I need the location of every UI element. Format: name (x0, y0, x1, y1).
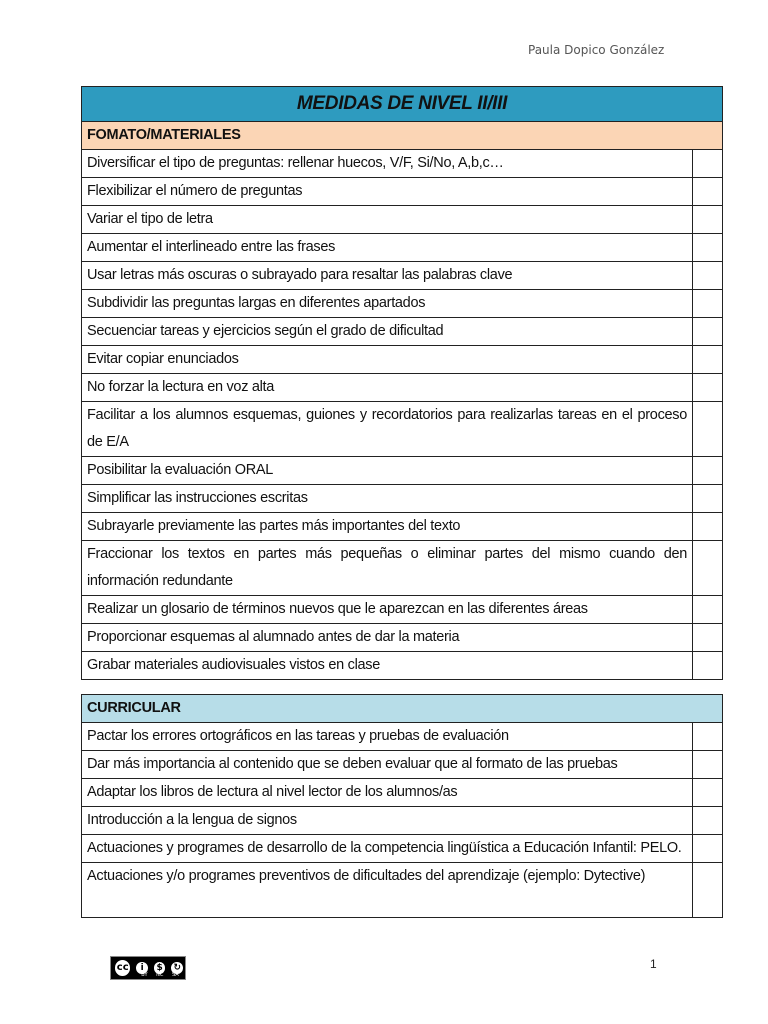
table-row (82, 318, 723, 346)
row-text: Secuenciar tareas y ejercicios según el grado de dificultad (82, 318, 693, 346)
table-row (82, 513, 723, 541)
row-text: Simplificar las instrucciones escritas (82, 485, 693, 513)
section-header-curricular: CURRICULAR (82, 695, 723, 723)
row-text: Fraccionar los textos en partes más pequeñas o eliminar partes del mismo cuando den información redundante (82, 541, 693, 596)
license-label-nc: NC (156, 972, 164, 978)
license-labels (137, 972, 183, 978)
sharealike-icon: ↻ (169, 960, 185, 976)
row-text: Usar letras más oscuras o subrayado para resaltar las palabras clave (82, 262, 693, 290)
table-row (82, 234, 723, 262)
table-row (82, 402, 723, 457)
curricular-table (81, 694, 723, 918)
table-row (82, 751, 723, 779)
table-row (82, 206, 723, 234)
author-name: Paula Dopico González (528, 43, 665, 57)
row-text: Actuaciones y programes de desarrollo de la competencia lingüística a Educación Infantil: PELO. (82, 835, 693, 863)
table-row (82, 723, 723, 751)
checkbox-cell[interactable] (693, 234, 723, 262)
checkbox-cell[interactable] (693, 262, 723, 290)
checkbox-cell[interactable] (693, 318, 723, 346)
table-row (82, 807, 723, 835)
checkbox-cell[interactable] (693, 807, 723, 835)
measures-table (81, 86, 723, 680)
table-row (82, 596, 723, 624)
row-text: Evitar copiar enunciados (82, 346, 693, 374)
row-text: Subdividir las preguntas largas en diferentes apartados (82, 290, 693, 318)
checkbox-cell[interactable] (693, 652, 723, 680)
table-row (82, 374, 723, 402)
table-row (82, 863, 723, 918)
table-row (82, 346, 723, 374)
checkbox-cell[interactable] (693, 206, 723, 234)
row-text: Posibilitar la evaluación ORAL (82, 457, 693, 485)
row-text: Flexibilizar el número de preguntas (82, 178, 693, 206)
row-text: Actuaciones y/o programes preventivos de dificultades del aprendizaje (ejemplo: Dytective) (82, 863, 693, 918)
checkbox-cell[interactable] (693, 624, 723, 652)
checkbox-cell[interactable] (693, 863, 723, 918)
checkbox-cell[interactable] (693, 150, 723, 178)
row-text: Adaptar los libros de lectura al nivel lector de los alumnos/as (82, 779, 693, 807)
checkbox-cell[interactable] (693, 457, 723, 485)
row-text: Introducción a la lengua de signos (82, 807, 693, 835)
table-row (82, 178, 723, 206)
row-text: Variar el tipo de letra (82, 206, 693, 234)
license-label-sa: SA (171, 972, 179, 978)
table-row (82, 624, 723, 652)
table-row (82, 262, 723, 290)
table-row (82, 835, 723, 863)
attribution-icon: i (134, 960, 150, 976)
table-row (82, 150, 723, 178)
checkbox-cell[interactable] (693, 835, 723, 863)
section-header-format-materials: FOMATO/MATERIALES (82, 122, 723, 150)
row-text: Realizar un glosario de términos nuevos que le aparezcan en las diferentes áreas (82, 596, 693, 624)
creative-commons-license-badge[interactable] (110, 956, 186, 980)
checkbox-cell[interactable] (693, 513, 723, 541)
checkbox-cell[interactable] (693, 779, 723, 807)
row-text: Diversificar el tipo de preguntas: rellenar huecos, V/F, Si/No, A,b,c… (82, 150, 693, 178)
checkbox-cell[interactable] (693, 541, 723, 596)
row-text: Aumentar el interlineado entre las frases (82, 234, 693, 262)
checkbox-cell[interactable] (693, 290, 723, 318)
row-text: Pactar los errores ortográficos en las tareas y pruebas de evaluación (82, 723, 693, 751)
checkbox-cell[interactable] (693, 374, 723, 402)
checkbox-cell[interactable] (693, 485, 723, 513)
cc-icon: cc (113, 958, 132, 978)
row-text: Dar más importancia al contenido que se deben evaluar que al formato de las pruebas (82, 751, 693, 779)
table-title: MEDIDAS DE NIVEL II/III (82, 87, 723, 122)
row-text: Proporcionar esquemas al alumnado antes de dar la materia (82, 624, 693, 652)
table-row (82, 457, 723, 485)
row-text: No forzar la lectura en voz alta (82, 374, 693, 402)
license-label-by: BY (141, 972, 148, 978)
table-row (82, 652, 723, 680)
table-row (82, 779, 723, 807)
checkbox-cell[interactable] (693, 178, 723, 206)
row-text: Facilitar a los alumnos esquemas, guiones y recordatorios para realizarlas tareas en el proceso de E/A (82, 402, 693, 457)
checkbox-cell[interactable] (693, 751, 723, 779)
table-row (82, 485, 723, 513)
checkbox-cell[interactable] (693, 402, 723, 457)
table-row (82, 290, 723, 318)
checkbox-cell[interactable] (693, 346, 723, 374)
row-text: Subrayarle previamente las partes más importantes del texto (82, 513, 693, 541)
checkbox-cell[interactable] (693, 596, 723, 624)
page-number: 1 (650, 957, 657, 971)
checkbox-cell[interactable] (693, 723, 723, 751)
noncommercial-icon: $ (152, 960, 168, 976)
table-row (82, 541, 723, 596)
row-text: Grabar materiales audiovisuales vistos en clase (82, 652, 693, 680)
